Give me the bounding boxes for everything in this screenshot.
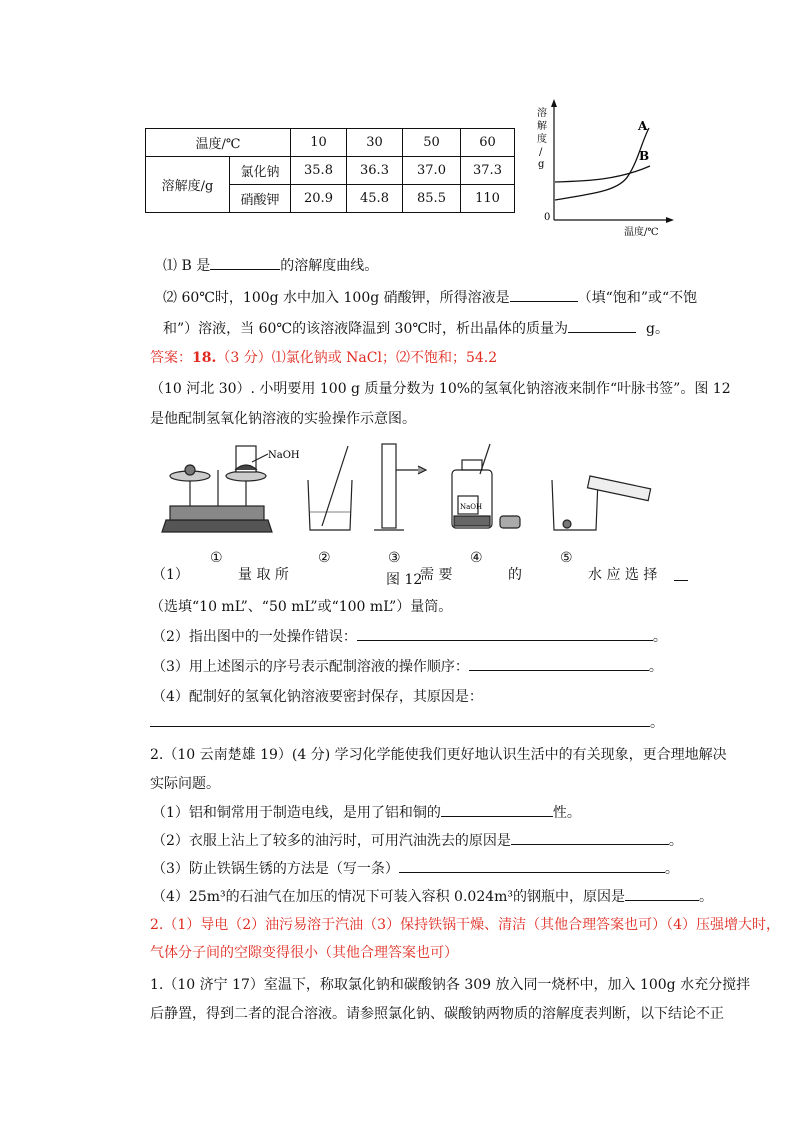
graph-y-arrow	[551, 99, 557, 107]
naoh-label: NaOH	[268, 450, 300, 461]
graph-origin: 0	[544, 212, 551, 223]
answer-blank	[510, 301, 578, 302]
pouring-illustration	[552, 476, 651, 530]
q30-s1-part: （1）	[152, 567, 189, 583]
period: 。	[650, 715, 664, 731]
answer-blank	[625, 900, 699, 901]
step-label-2: ②	[318, 550, 331, 566]
q18-line1	[163, 255, 378, 275]
period: 。	[668, 833, 683, 849]
q30-text: （2）指出图中的一处操作错误：	[152, 629, 357, 645]
graph-y-label: 溶	[537, 108, 547, 119]
graph-x-arrow	[666, 217, 674, 223]
q18-text: ⑵ 60℃时，100g 水中加入 100g 硝酸钾，所得溶液是	[163, 290, 510, 306]
curve-a	[555, 128, 649, 200]
curve-b-label: B	[639, 149, 650, 163]
answer-blank	[674, 564, 688, 581]
q18-line2	[163, 287, 697, 307]
table-cell: 45.8	[347, 185, 403, 213]
q1-line1: 1.（10 济宁 17）室温下，称取氯化钠和碳酸钠各 309 放入同一烧杯中，加入 100g 水充分搅拌	[150, 977, 751, 993]
table-cell: 110	[461, 185, 515, 213]
q30-s1-part: 量 取 所	[238, 567, 289, 583]
table-substance: 氯化钠	[230, 157, 291, 185]
q30-line2: 是他配制氢氧化钠溶液的实验操作示意图。	[150, 411, 416, 427]
q2-text: 性。	[552, 805, 581, 821]
table-cell: 85.5	[403, 185, 461, 213]
q18-text: （填“饱和”或“不饱	[577, 290, 698, 306]
balance-illustration	[162, 446, 272, 532]
graph-y-label: g	[538, 159, 545, 170]
solubility-table	[145, 128, 515, 213]
table-cell: 36.3	[347, 157, 403, 185]
answer-blank	[469, 670, 649, 671]
q18-text: 和”）溶液，当 60℃的该溶液降温到 30℃时，析出晶体的质量为	[163, 321, 569, 337]
table-cell: 35.8	[291, 157, 347, 185]
answer-blank	[399, 872, 665, 873]
period: 。	[664, 861, 679, 877]
q2-text: （1）铝和铜常用于制造电线，是用了铝和铜的	[152, 805, 441, 821]
table-row-label: 溶解度/g	[146, 157, 230, 213]
q2-answer-line2: 气体分子间的空隙变得很小（其他合理答案也可）	[150, 945, 458, 961]
q30-text: （3）用上述图示的序号表示配制溶液的操作顺序：	[152, 659, 469, 675]
beaker-stirring-illustration	[308, 446, 352, 530]
table-cell: 37.0	[403, 157, 461, 185]
q2-text: （4）25m³的石油气在加压的情况下可装入容积 0.024m³的钢瓶中，原因是	[152, 889, 626, 905]
figure-caption: 图 12	[386, 572, 423, 588]
graph-y-label: /	[539, 147, 543, 158]
period: 。	[699, 889, 714, 905]
q2-text: （2）衣服上沾上了较多的油污时，可用汽油洗去的原因是	[152, 833, 511, 849]
q18-text: g。	[646, 321, 669, 337]
q1-line2: 后静置，得到二者的混合溶液。请参照氯化钠、碳酸钠两物质的溶解度表判断，以下结论不正	[150, 1006, 724, 1022]
q2-s2	[152, 830, 683, 850]
answer-text: （3 分）⑴氯化钠或 NaCl；⑵不饱和；54.2	[216, 350, 498, 366]
q18-text: 的溶解度曲线。	[280, 258, 379, 274]
q30-s4-line	[150, 712, 664, 732]
graph-x-label: 温度/℃	[624, 227, 659, 238]
bottle-illustration	[452, 444, 520, 528]
q30-s1-part: 的	[508, 567, 522, 583]
answer-blank	[357, 640, 653, 641]
table-temp-cell: 10	[291, 129, 347, 157]
answer-label: 答案：	[150, 350, 192, 366]
answer-blank	[210, 269, 280, 270]
q30-s2	[152, 626, 667, 646]
q30-s4: （4）配制好的氢氧化钠溶液要密封保存，其原因是：	[152, 689, 483, 705]
q2-s3	[152, 858, 679, 878]
table-temp-cell: 30	[347, 129, 403, 157]
period: 。	[648, 659, 663, 675]
table-temp-cell: 50	[403, 129, 461, 157]
table-cell: 37.3	[461, 157, 515, 185]
experiment-figure	[160, 440, 660, 540]
q18-answer	[150, 347, 497, 367]
table-temp-cell: 60	[461, 129, 515, 157]
q18-text: ⑴ B 是	[163, 258, 211, 274]
period: 。	[652, 629, 667, 645]
answer-blank	[568, 332, 636, 333]
cylinder-illustration	[374, 444, 426, 530]
q2-answer-line1: 2.（1）导电（2）油污易溶于汽油（3）保持铁锅干燥、清洁（其他合理答案也可）（4）压强增大时，	[150, 917, 780, 933]
answer-blank	[511, 844, 669, 845]
q18-line3	[163, 318, 669, 338]
graph-y-label: 解	[537, 121, 547, 132]
q30-line1: （10 河北 30）. 小明要用 100 g 质量分数为 10%的氢氧化钠溶液来制作“叶脉书签”。图 12	[150, 381, 731, 397]
q2-text: （3）防止铁锅生锈的方法是（写一条）	[152, 861, 399, 877]
step-label-1: ①	[210, 550, 223, 566]
answer-blank	[441, 816, 553, 817]
table-header-temp: 温度/℃	[146, 129, 291, 157]
bottle-label: NaOH	[460, 503, 483, 511]
answer-blank	[150, 726, 650, 727]
answer-number: 18.	[192, 350, 217, 366]
q30-s1-part: 需 要	[420, 567, 453, 583]
q30-s1-line2: （选填“10 mL”、“50 mL”或“100 mL”）量筒。	[150, 599, 453, 615]
step-label-4: ④	[470, 550, 483, 566]
q2-s4	[152, 886, 713, 906]
graph-y-label: 度	[537, 134, 547, 145]
q30-s1-part: 水 应 选 择	[588, 567, 658, 583]
curve-a-label: A	[638, 119, 648, 133]
step-label-3: ③	[388, 550, 401, 566]
table-cell: 20.9	[291, 185, 347, 213]
q30-s3	[152, 656, 663, 676]
q2-line2: 实际问题。	[150, 776, 220, 792]
curve-b	[555, 166, 650, 182]
q2-line1: 2.（10 云南楚雄 19）(4 分) 学习化学能使我们更好地认识生活中的有关现象，更合理地解决	[150, 747, 727, 763]
q2-s1	[152, 802, 581, 822]
step-label-5: ⑤	[560, 550, 573, 566]
solubility-graph	[528, 96, 678, 241]
table-substance: 硝酸钾	[230, 185, 291, 213]
